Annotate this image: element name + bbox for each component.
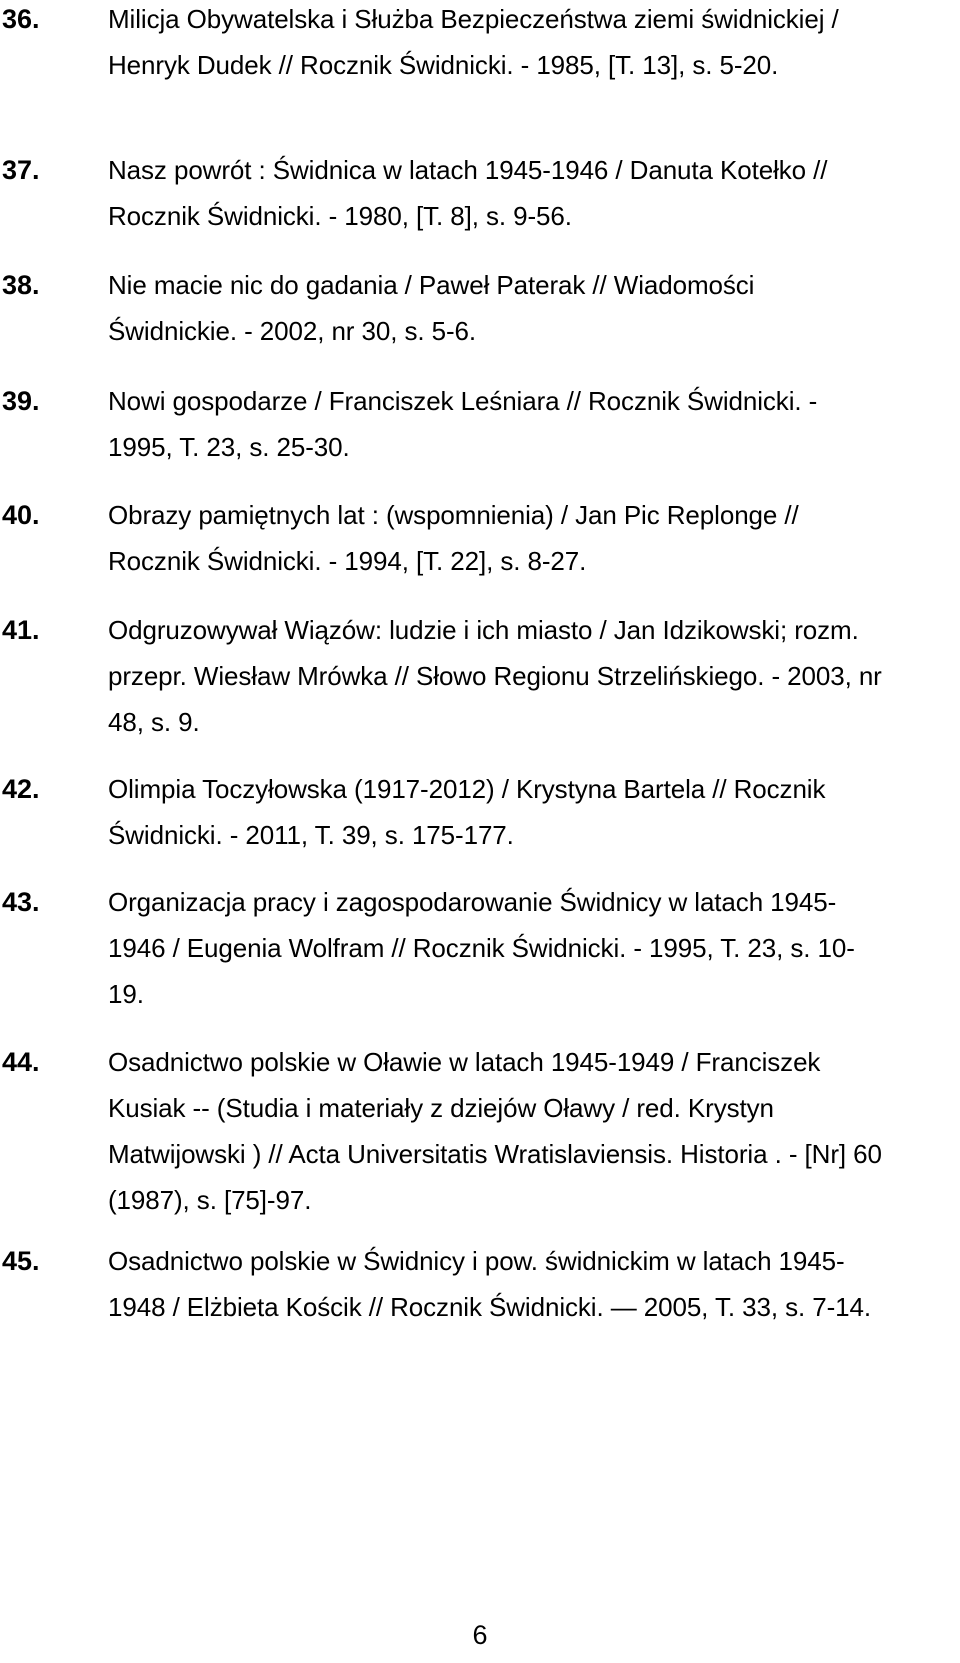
- entry-number: 36.: [2, 4, 40, 34]
- entry-number: 42.: [2, 774, 40, 804]
- entry-text: Nie macie nic do gadania / Paweł Paterak // Wiadomości Świdnickie. - 2002, nr 30, s. 5-6.: [108, 270, 755, 346]
- entry-text: Organizacja pracy i zagospodarowanie Świdnicy w latach 1945-1946 / Eugenia Wolfram // Rocznik Świdnicki. - 1995, T. 23, s. 10-19.: [108, 887, 855, 1009]
- entry-text: Osadnictwo polskie w Oławie w latach 1945-1949 / Franciszek Kusiak -- (Studia i materiały z dziejów Oławy / red. Krystyn Matwijowski ) // Acta Universitatis Wratislaviensis. Historia . - [Nr] 60 (1987), s. [75]-97.: [108, 1047, 882, 1215]
- entry-text: Osadnictwo polskie w Świdnicy i pow. świdnickim w latach 1945-1948 / Elżbieta Kościk // Rocznik Świdnicki. — 2005, T. 33, s. 7-14.: [108, 1246, 871, 1322]
- entry-number: 37.: [2, 155, 40, 185]
- entry-number: 45.: [2, 1246, 40, 1276]
- entry-number: 39.: [2, 386, 40, 416]
- entry-text: Obrazy pamiętnych lat : (wspomnienia) / Jan Pic Replonge // Rocznik Świdnicki. - 1994, [T. 22], s. 8-27.: [108, 500, 799, 576]
- entry-text: Olimpia Toczyłowska (1917-2012) / Krystyna Bartela // Rocznik Świdnicki. - 2011, T. 39, s. 175-177.: [108, 774, 826, 850]
- entry-number: 38.: [2, 270, 40, 300]
- entry-text: Milicja Obywatelska i Służba Bezpieczeństwa ziemi świdnickiej / Henryk Dudek // Rocznik Świdnicki. - 1985, [T. 13], s. 5-20.: [108, 4, 839, 80]
- entry-number: 41.: [2, 615, 40, 645]
- entry-number: 40.: [2, 500, 40, 530]
- entry-number: 44.: [2, 1047, 40, 1077]
- page-number: 6: [472, 1620, 488, 1650]
- entry-text: Odgruzowywał Wiązów: ludzie i ich miasto / Jan Idzikowski; rozm. przepr. Wiesław Mrówka // Słowo Regionu Strzelińskiego. - 2003, nr 48, s. 9.: [108, 615, 882, 737]
- entry-number: 43.: [2, 887, 40, 917]
- entry-text: Nasz powrót : Świdnica w latach 1945-1946 / Danuta Kotełko // Rocznik Świdnicki. - 1980, [T. 8], s. 9-56.: [108, 155, 828, 231]
- entry-text: Nowi gospodarze / Franciszek Leśniara // Rocznik Świdnicki. - 1995, T. 23, s. 25-30.: [108, 386, 818, 462]
